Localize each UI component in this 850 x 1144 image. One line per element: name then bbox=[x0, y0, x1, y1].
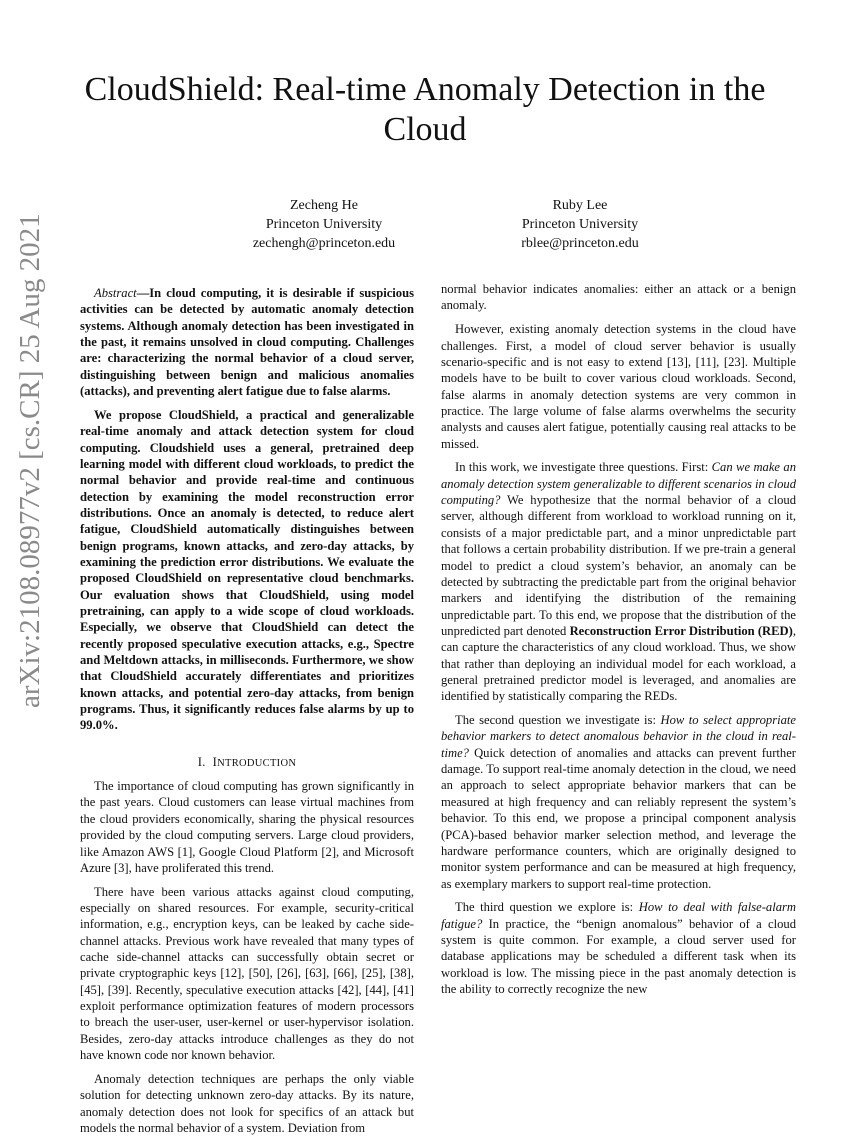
section-title-initial: I bbox=[212, 754, 218, 769]
text-run: Quick detection of anomalies and attacks can prevent further damage. To support real-time anomaly detection in the cloud, we need an approach to select appropriate behavior markers that can be measured at high frequency and can reliably represent the system’s behavior. To this end, we propose a principal component analysis (PCA)-based behavior marker selection method, and leverage the hardware performance counters, which are originally designed to monitor system performance and can be measured at high frequency, as exemplary markers to support real-time protection. bbox=[441, 745, 796, 891]
paragraph bbox=[441, 899, 796, 997]
left-column bbox=[80, 285, 414, 1144]
paragraph bbox=[441, 459, 796, 704]
introduction-left bbox=[80, 778, 414, 1136]
text-run: The importance of cloud computing has grown significantly in the past years. Cloud customers can lease virtual machines from the cloud providers economically, sharing the physical resources provided by the cloud computing servers. Large cloud providers, like Amazon AWS [1], Google Cloud Platform [2], and Microsoft Azure [3], have proliferated this trend. bbox=[80, 779, 414, 875]
paragraph bbox=[80, 778, 414, 876]
author-name: Ruby Lee bbox=[552, 198, 608, 213]
arxiv-stamp: arXiv:2108.08977v2 [cs.CR] 25 Aug 2021 bbox=[14, 213, 46, 708]
author-email: zechengh@princeton.edu bbox=[252, 236, 396, 251]
paragraph bbox=[441, 712, 796, 892]
text-run: There have been various attacks against cloud computing, especially on shared resources. For example, security-critical information, e.g., encryption keys, can be leaked by cache side-channel attacks. Previous work have revealed that many types of cache side-channel attacks can successfully obtain secret or private cryptographic keys [12], [50], [26], [63], [66], [25], [38], [45], [39]. Recently, speculative execution attacks [42], [44], [41] exploit performance optimization features of modern processors to breach the user-user, user-kernel or user-hypervisor isolation. Besides, zero-day attacks introduce challenges as they do not have known code nor known behavior. bbox=[80, 884, 414, 1063]
text-run: We propose CloudShield, a practical and generalizable real-time anomaly and attack detection system for cloud computing. Cloudshield uses a general, pretrained deep learning model with different cloud workloads, to predict the normal behavior and provide real-time and continuous detection by examining the model reconstruction error distributions. Once an anomaly is detected, to reduce alert fatigue, CloudShield automatically distinguishes between benign programs, known attacks, and zero-day attacks, by examining the prediction error distributions. We evaluate the proposed CloudShield on representative cloud benchmarks. Our evaluation shows that CloudShield, using model pretraining, can apply to a wide scope of cloud workloads. Especially, we observe that CloudShield can detect the recently proposed speculative execution attacks, e.g., Spectre and Meltdown attacks, in milliseconds. Furthermore, we show that CloudShield accurately differentiates and prioritizes known attacks, and potential zero-day attacks, from benign programs. Thus, it significantly reduces false alarms by up to 99.0%. bbox=[80, 407, 414, 733]
text-run: Reconstruction Error Distribution (RED) bbox=[569, 623, 793, 638]
text-run: We hypothesize that the normal behavior of a cloud server, although different from workload to workload running on it, consists of a major predictable part, and a minor unpredictable part that follows a certain probability distribution. If we pre-train a general model to predict a cloud system’s behavior, an anomaly can be detected by subtracting the predictable part from the original behavior markers and identifying the distribution of the remaining unpredictable part. To this end, we propose that the distribution of the unpredicted part denoted bbox=[441, 493, 796, 638]
text-run: The third question we explore is: bbox=[455, 900, 639, 915]
author-block bbox=[450, 196, 710, 253]
text-run: Abstract bbox=[94, 286, 137, 300]
paper-title: CloudShield: Real-time Anomaly Detection in the Cloud bbox=[84, 71, 766, 148]
introduction-right bbox=[441, 281, 796, 997]
text-run: The second question we investigate is: bbox=[455, 713, 661, 728]
author-affiliation: Princeton University bbox=[265, 217, 383, 232]
author-name: Zecheng He bbox=[289, 198, 359, 213]
text-run: Anomaly detection techniques are perhaps the only viable solution for detecting unknown zero-day attacks. By its nature, anomaly detection does not look for specifics of an attack but models the normal behavior of a system. Deviation from bbox=[80, 1071, 414, 1135]
text-run: In practice, the “benign anomalous” behavior of a cloud system is quite common. For example, a cloud server used for database applications may be scheduled a different task when its workload is low. The missing piece in the past anomaly detection is the ability to correctly recognize the new bbox=[441, 916, 796, 997]
text-run: However, existing anomaly detection systems in the cloud have challenges. First, a model of cloud server behavior is usually scenario-specific and is not easy to extend [13], [11], [23]. Multiple models have to be built to cover various cloud workloads. Second, false alarms in anomaly detection systems are very common in practice. The large volume of false alarms overwhelms the security analysts and causes alert fatigue, potentially causing real attacks to be missed. bbox=[441, 322, 796, 451]
text-run: —In cloud computing, it is desirable if suspicious activities can be detected by automatic anomaly detection systems. Although anomaly detection has been investigated in the past, it remains unsolved in cloud computing. Challenges are: characterizing the normal behavior of a cloud server, distinguishing between benign and malicious anomalies (attacks), and preventing alert fatigue due to false alarms. bbox=[80, 286, 414, 399]
text-run: Can we make an anomaly detection system generalizable to different scenarios in cloud computing? bbox=[441, 460, 797, 508]
author-block bbox=[194, 196, 454, 253]
section-number: I. bbox=[197, 754, 206, 769]
abstract bbox=[80, 285, 414, 734]
text-run: In this work, we investigate three questions. First: bbox=[455, 460, 712, 475]
text-run: , can capture the characteristics of any cloud workload. Thus, we show that rather than deploying an individual model for each workload, a general pretrained predictor model is leveraged, and anomalies are identified by statistically comparing the REDs. bbox=[441, 623, 796, 704]
right-column bbox=[441, 281, 796, 1005]
section-heading-introduction bbox=[80, 754, 414, 772]
paragraph bbox=[441, 281, 796, 314]
paragraph bbox=[80, 884, 414, 1064]
paragraph bbox=[441, 321, 796, 452]
text-run: How to select appropriate behavior markers to detect anomalous behavior in the cloud in real-time? bbox=[441, 713, 796, 760]
text-run: normal behavior indicates anomalies: either an attack or a benign anomaly. bbox=[441, 282, 796, 313]
section-title-rest: NTRODUCTION bbox=[217, 757, 297, 769]
author-email: rblee@princeton.edu bbox=[521, 236, 639, 251]
paragraph bbox=[80, 1071, 414, 1136]
author-affiliation: Princeton University bbox=[521, 217, 639, 232]
paragraph bbox=[80, 407, 414, 734]
paragraph bbox=[80, 285, 414, 399]
text-run: How to deal with false-alarm fatigue? bbox=[441, 900, 796, 931]
